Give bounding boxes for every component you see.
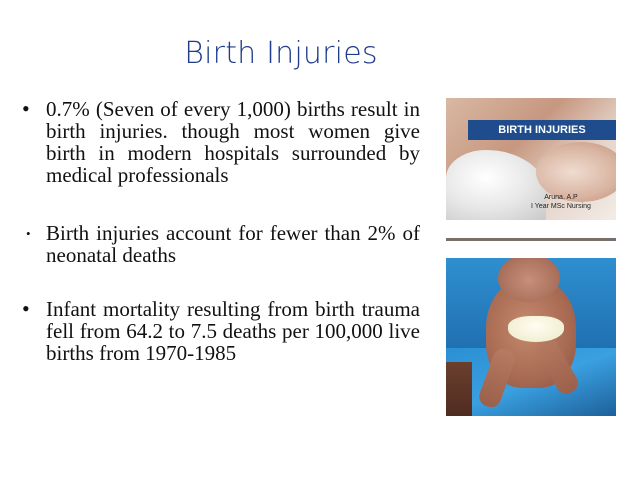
birth-injuries-photo [446, 98, 616, 220]
credit-name: Aruna. A.P [544, 194, 578, 201]
bullet-text: Infant mortality resulting from birth trauma fell from 64.2 to 7.5 deaths per 100,000 live births from 1970-1985 [46, 297, 420, 365]
bullet-list [20, 98, 420, 364]
divider [446, 238, 616, 241]
bullet-text: 0.7% (Seven of every 1,000) births result in birth injuries. though most women give birth in modern hospitals surrounded by medical professionals [46, 97, 420, 187]
bullet-marker: • [22, 296, 30, 321]
slide-title: Birth Injuries [184, 36, 378, 71]
bullet-item [20, 298, 420, 364]
newborn-photo [446, 258, 616, 416]
credit-course: I Year MSc Nursing [531, 203, 591, 210]
bullet-item [20, 98, 420, 186]
bullet-marker: • [22, 96, 30, 121]
photo-banner: BIRTH INJURIES [468, 120, 616, 140]
adult-hand [446, 362, 472, 416]
bullet-marker: • [26, 226, 31, 241]
photo-credit [506, 193, 616, 211]
bullet-item [20, 222, 420, 266]
bullet-text: Birth injuries account for fewer than 2% of neonatal deaths [46, 221, 420, 267]
diaper [508, 316, 564, 342]
